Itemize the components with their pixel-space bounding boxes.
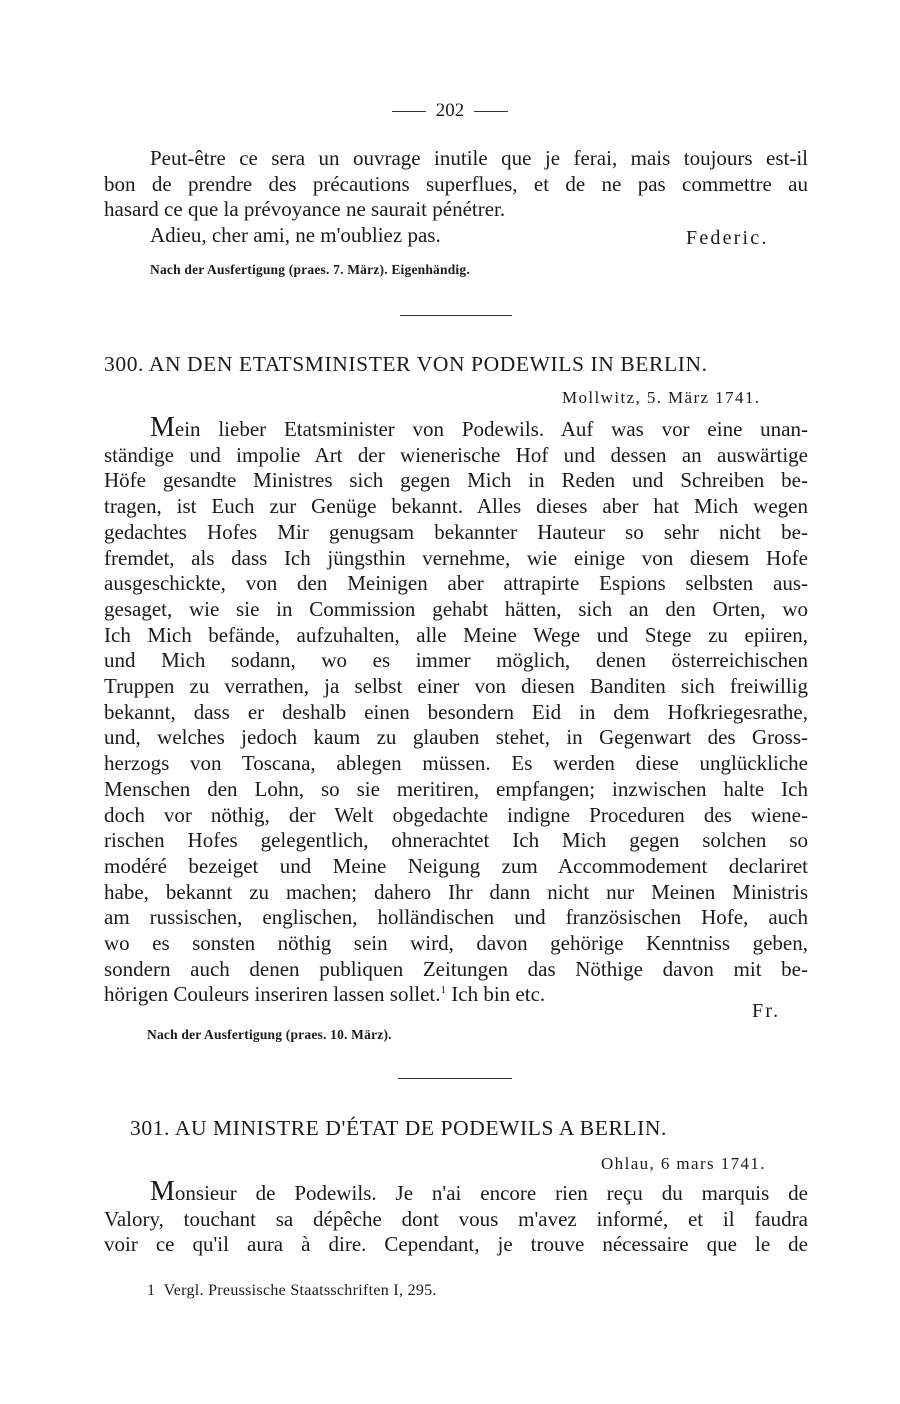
footnote-mark: 1	[147, 1282, 156, 1299]
letter-body	[104, 412, 808, 1008]
text-line: bekannt, dass er deshalb einen besondern Eid in dem Hofkriegesrathe,	[104, 699, 808, 724]
text-line: doch vor nöthig, der Welt obgedachte indigne Proceduren des wiene-	[104, 802, 808, 827]
text-line	[104, 982, 808, 1008]
footnote	[147, 1282, 437, 1300]
line-text: Ich bin etc.	[446, 982, 546, 1007]
text-line: wo es sonsten nöthig sein wird, davon gehörige Kenntniss geben,	[104, 931, 808, 956]
text-line: und, welches jedoch kaum zu glauben stehet, in Gegenwart des Gross-	[104, 725, 808, 750]
text-line: fremdet, als dass Ich jüngsthin vernehme, wie einige von diesem Hofe	[104, 545, 808, 570]
footnote-text: Vergl. Preussische Staatsschriften I, 295.	[163, 1282, 437, 1299]
section-divider	[400, 315, 512, 316]
text-line: Menschen den Lohn, so sie meritiren, empfangen; inzwischen halte Ich	[104, 776, 808, 801]
text-line: modéré bezeiget und Meine Neigung zum Accommodement declariret	[104, 853, 808, 878]
line-text: ein lieber Etatsminister von Podewils. Auf was vor eine unan-	[174, 417, 808, 441]
page-number-line	[0, 100, 900, 122]
text-line	[104, 412, 808, 443]
text-line: voir ce qu'il aura à dire. Cependant, je trouve nécessaire que le de	[104, 1232, 808, 1257]
line-text: onsieur de Podewils. Je n'ai encore rien reçu du marquis de	[174, 1181, 808, 1205]
line-text: hörigen Couleurs inseriren lassen sollet.	[104, 982, 441, 1007]
text-line: ausgeschickte, von den Meinigen aber attrapirte Espions selbsten aus-	[104, 571, 808, 596]
letter-heading: 301. AU MINISTRE D'ÉTAT DE PODEWILS A BERLIN.	[130, 1116, 667, 1140]
source-note: Nach der Ausfertigung (praes. 7. März). Eigenhändig.	[150, 262, 470, 277]
signature-federic: Federic.	[686, 227, 769, 249]
text-line: rischen Hofes gelegentlich, ohnerachtet Ich Mich gegen solchen so	[104, 828, 808, 853]
text-line: Truppen zu verrathen, ja selbst einer von diesen Banditen sich freiwillig	[104, 674, 808, 699]
text-line: herzogs von Toscana, ablegen müssen. Es werden diese unglückliche	[104, 751, 808, 776]
footnote-reference: 1	[440, 984, 447, 997]
text-line: und Mich sodann, wo es immer möglich, denen österreichischen	[104, 648, 808, 673]
text-line: hasard ce que la prévoyance ne saurait pénétrer.	[104, 197, 506, 222]
source-note: Nach der Ausfertigung (praes. 10. März).	[147, 1027, 392, 1042]
page-number: 202	[435, 100, 465, 121]
text-line: sondern auch denen publiquen Zeitungen das Nöthige davon mit be-	[104, 956, 808, 981]
section-divider	[398, 1078, 512, 1079]
initial-letter: M	[150, 412, 175, 443]
text-line: tragen, ist Euch zur Genüge bekannt. Alles dieses aber hat Mich wegen	[104, 494, 808, 519]
text-line: Valory, touchant sa dépêche dont vous m'avez informé, et il faudra	[104, 1206, 808, 1231]
text-line: ständige und impolie Art der wienerische Hof und dessen an auswärtige	[104, 442, 808, 467]
text-line	[104, 1176, 808, 1207]
page-number-dash-left	[392, 111, 426, 112]
letter-heading: 300. AN DEN ETATSMINISTER VON PODEWILS IN BERLIN.	[104, 352, 708, 376]
signature-fr: Fr.	[752, 1000, 781, 1022]
text-line: habe, bekannt zu machen; dahero Ihr dann nicht nur Meinen Ministris	[104, 879, 808, 904]
page-number-dash-right	[474, 111, 508, 112]
text-line: Peut-être ce sera un ouvrage inutile que je ferai, mais toujours est-il	[150, 146, 808, 170]
closing-line: Adieu, cher ami, ne m'oubliez pas.	[150, 223, 441, 247]
text-line: gedachtes Hofes Mir genugsam bekannter Hauteur so sehr nicht be-	[104, 519, 808, 544]
text-line: Höfe gesandte Ministres sich gegen Mich in Reden und Schreiben be-	[104, 468, 808, 493]
text-line: Ich Mich befände, aufzuhalten, alle Meine Wege und Stege zu epiiren,	[104, 622, 808, 647]
text-line: bon de prendre des précautions superflues, et de ne pas commettre au	[104, 171, 808, 196]
initial-letter: M	[150, 1176, 175, 1207]
letter-body	[104, 1176, 808, 1258]
dateline: Mollwitz, 5. März 1741.	[562, 388, 761, 407]
text-line: gesaget, wie sie in Commission gehabt hätten, sich an den Orten, wo	[104, 596, 808, 621]
text-line: am russischen, englischen, holländischen und französischen Hofe, auch	[104, 905, 808, 930]
intro-paragraph	[104, 146, 808, 223]
dateline: Ohlau, 6 mars 1741.	[601, 1154, 766, 1173]
